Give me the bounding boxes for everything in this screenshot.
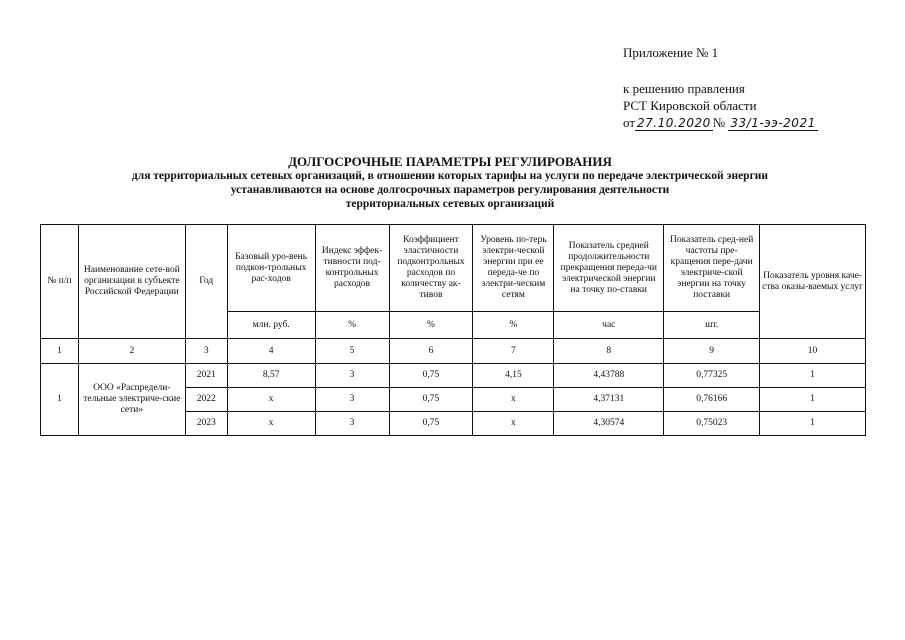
header-efficiency-index: Индекс эффек-тивности под-контрольных расходов [315, 225, 389, 312]
column-number: 1 [41, 339, 79, 364]
decision-no-sign: № [712, 115, 726, 130]
column-number: 2 [78, 339, 185, 364]
cell-year: 2022 [185, 388, 227, 412]
cell-loss: x [473, 412, 554, 436]
cell-index: 3 [315, 412, 389, 436]
cell-coef: 0,75 [389, 388, 473, 412]
cell-frequency: 0,77325 [664, 364, 760, 388]
cell-year: 2023 [185, 412, 227, 436]
cell-year: 2021 [185, 364, 227, 388]
cell-quality: 1 [760, 412, 866, 436]
unit-cell: % [389, 312, 473, 339]
org-number: 1 [41, 364, 79, 436]
cell-quality: 1 [760, 388, 866, 412]
cell-coef: 0,75 [389, 364, 473, 388]
unit-cell: час [554, 312, 664, 339]
cell-loss: 4,15 [473, 364, 554, 388]
cell-index: 3 [315, 388, 389, 412]
cell-quality: 1 [760, 364, 866, 388]
header-loss-level: Уровень по-терь электри-ческой энергии при ее переда-че по электри-ческим сетям [473, 225, 554, 312]
title-line-3: устанавливаются на основе долгосрочных параметров регулирования деятельности [230, 184, 670, 196]
cell-coef: 0,75 [389, 412, 473, 436]
unit-cell: млн. руб. [227, 312, 315, 339]
column-number: 4 [227, 339, 315, 364]
cell-base: 8,57 [227, 364, 315, 388]
decision-date-number [623, 114, 818, 132]
column-number: 9 [664, 339, 760, 364]
parameters-table [40, 224, 866, 436]
document-title [40, 155, 860, 211]
header-org-name: Наименование сете-вой организации в субъекте Российской Федерации [78, 225, 185, 339]
org-name: ООО «Распредели-тельные электриче-ские сети» [78, 364, 185, 436]
table-column-numbers-row [41, 339, 866, 364]
header-base-costs: Базовый уро-вень подкон-трольных рас-ходов [227, 225, 315, 312]
cell-base: x [227, 388, 315, 412]
cell-duration: 4,37131 [554, 388, 664, 412]
column-number: 3 [185, 339, 227, 364]
cell-base: x [227, 412, 315, 436]
unit-cell: % [473, 312, 554, 339]
cell-loss: x [473, 388, 554, 412]
header-interruption-frequency: Показатель сред-ней частоты пре-кращения пере-дачи электриче-ской энергии на точку поставки [664, 225, 760, 312]
decision-from: от [623, 115, 636, 130]
title-main: ДОЛГОСРОЧНЫЕ ПАРАМЕТРЫ РЕГУЛИРОВАНИЯ [288, 154, 612, 169]
header-elasticity-coef: Коэффициент эластичности подконтрольных расходов по количеству ак-тивов [389, 225, 473, 312]
decision-date: 27.10.2020 [637, 116, 711, 130]
title-line-4: территориальных сетевых организаций [345, 198, 555, 210]
header-year: Год [185, 225, 227, 339]
column-number: 8 [554, 339, 664, 364]
column-number: 6 [389, 339, 473, 364]
header-quality-level: Показатель уровня каче-ства оказы-ваемых услуг [760, 225, 866, 339]
decision-number: 33/1-ээ-2021 [730, 116, 816, 130]
unit-cell: % [315, 312, 389, 339]
column-number: 5 [315, 339, 389, 364]
annex-label: Приложение № 1 [623, 45, 719, 60]
cell-frequency: 0,76166 [664, 388, 760, 412]
header-number: № п/п [41, 225, 79, 339]
table-row [41, 364, 866, 388]
cell-duration: 4,43788 [554, 364, 664, 388]
cell-duration: 4,30574 [554, 412, 664, 436]
unit-cell: шт. [664, 312, 760, 339]
title-line-2: для территориальных сетевых организаций, в отношении которых тарифы на услуги по передаче электрической энергии [131, 170, 769, 182]
decision-line-2: РСТ Кировской области [623, 98, 757, 113]
cell-frequency: 0,75023 [664, 412, 760, 436]
table-header-row [41, 225, 866, 312]
decision-line-1: к решению правления [623, 81, 745, 96]
cell-index: 3 [315, 364, 389, 388]
column-number: 10 [760, 339, 866, 364]
header-interruption-duration: Показатель средней продолжительности прекращения переда-чи электрической энергии на точку по-ставки [554, 225, 664, 312]
column-number: 7 [473, 339, 554, 364]
decision-reference [623, 80, 818, 132]
